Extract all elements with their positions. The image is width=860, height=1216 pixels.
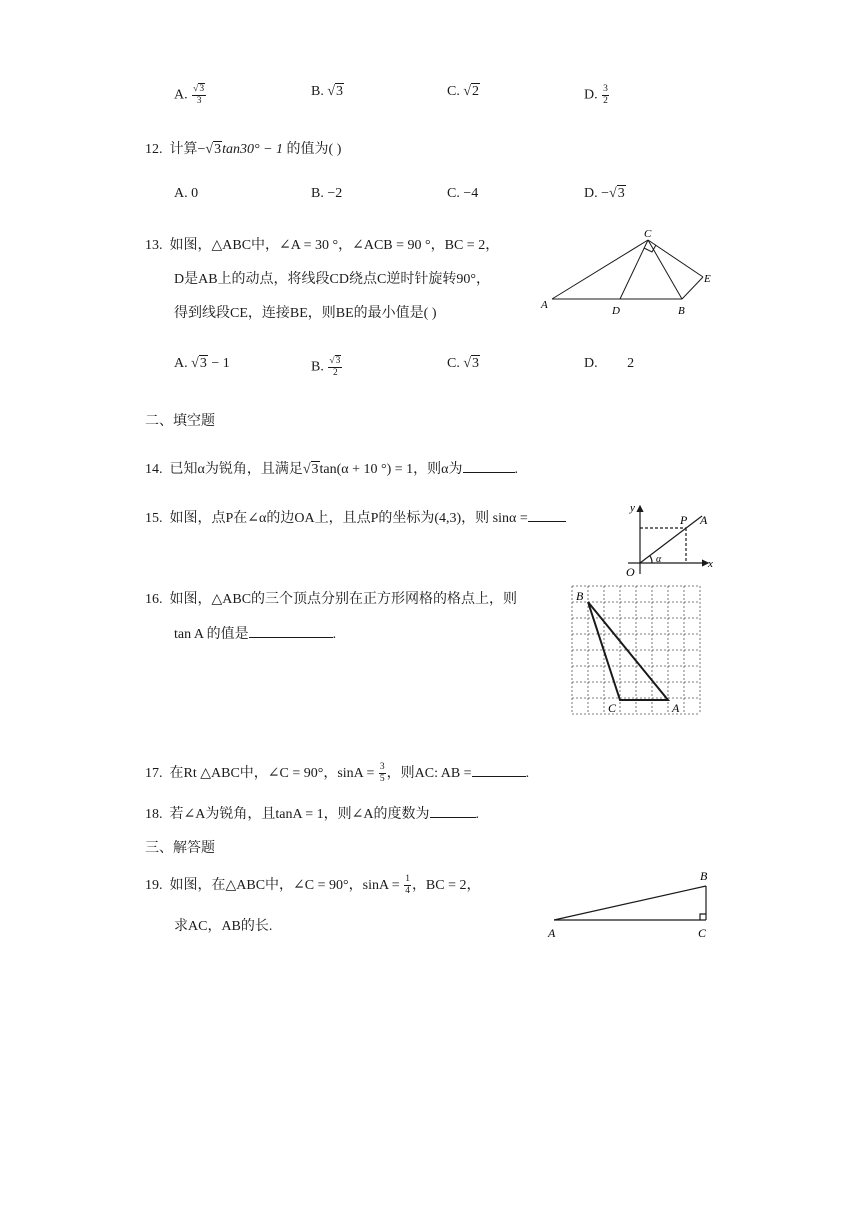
stem-text: 如图，点P在∠α的边OA上，且点P的坐标为(4,3)，则 sinα = bbox=[169, 511, 528, 526]
right-angle-mark bbox=[700, 914, 706, 920]
stem-text: 在Rt △ABC中，∠C = 90°，sinA = bbox=[169, 766, 375, 781]
triangle-abc bbox=[588, 602, 668, 700]
question-number: 18. bbox=[145, 807, 163, 822]
radicand: 3 bbox=[617, 186, 625, 201]
label-a: A bbox=[541, 299, 548, 311]
q13-option-b bbox=[311, 356, 343, 379]
minus-sign: − bbox=[197, 142, 206, 157]
denominator: 2 bbox=[332, 368, 338, 378]
denominator: 2 bbox=[603, 96, 608, 106]
stem-text: 如图，△ABC的三个顶点分别在正方形网格的格点上，则 bbox=[169, 592, 518, 607]
stem-text: 的值为( ) bbox=[286, 142, 342, 157]
option-value: 2 bbox=[627, 356, 635, 371]
q12-option-c bbox=[447, 186, 478, 202]
segment-ab bbox=[554, 886, 706, 920]
option-value: 0 bbox=[191, 186, 199, 201]
radicand: 3 bbox=[199, 356, 207, 371]
option-value: −4 bbox=[463, 186, 479, 201]
denominator: 5 bbox=[379, 774, 385, 785]
numerator: 3 bbox=[335, 356, 341, 366]
label-y: y bbox=[630, 502, 635, 514]
stem-text: 如图，在△ABC中，∠C = 90°，sinA = bbox=[169, 878, 400, 893]
q15-figure bbox=[618, 494, 718, 580]
segment-be bbox=[682, 277, 703, 299]
q16-grid-figure bbox=[570, 584, 704, 720]
question-number: 17. bbox=[145, 766, 163, 781]
option-label: A. bbox=[174, 87, 188, 103]
stem-text: 计算 bbox=[169, 142, 198, 157]
question-number: 14. bbox=[145, 462, 163, 477]
option-label: B. bbox=[311, 84, 324, 99]
option-value: − 1 bbox=[207, 356, 230, 371]
label-b: B bbox=[576, 589, 584, 603]
label-a: A bbox=[672, 701, 680, 715]
section-title-solve: 三、解答题 bbox=[145, 840, 215, 856]
q11-a-fraction: $\frac{√3}{3}$ bbox=[193, 84, 205, 106]
option-label: D. bbox=[584, 186, 598, 201]
q11-d-fraction bbox=[602, 84, 609, 107]
radicand: 3 bbox=[214, 142, 222, 157]
option-value: 2 bbox=[472, 84, 480, 99]
section-title-fill-in: 二、填空题 bbox=[145, 413, 215, 429]
stem-text: 若∠A为锐角，且tanA = 1，则∠A的度数为 bbox=[169, 807, 430, 822]
option-label: D. bbox=[584, 356, 598, 371]
question-number: 13. bbox=[145, 238, 163, 253]
label-c: C bbox=[608, 701, 617, 715]
option-value: −2 bbox=[327, 186, 343, 201]
stem-text: ，BC = 2， bbox=[411, 878, 481, 893]
answer-blank[interactable] bbox=[430, 805, 476, 818]
q13-option-a: A. √3 − 1 bbox=[174, 356, 230, 371]
label-e: E bbox=[704, 273, 711, 285]
q11-option-b: B. √3 bbox=[311, 84, 344, 99]
q11-option-d bbox=[584, 84, 610, 107]
q15-stem bbox=[145, 507, 566, 527]
period: . bbox=[514, 462, 519, 477]
label-a: A bbox=[700, 513, 708, 527]
q13-b-fraction: $\frac{√3}{2}$ bbox=[329, 356, 341, 378]
question-number: 12. bbox=[145, 142, 163, 157]
label-o: O bbox=[626, 565, 635, 579]
q18-stem bbox=[145, 803, 479, 823]
q17-stem bbox=[145, 762, 529, 785]
question-number: 16. bbox=[145, 592, 163, 607]
q11-option-a bbox=[174, 84, 207, 107]
option-value: 3 bbox=[336, 84, 344, 99]
ray-oa bbox=[640, 516, 702, 563]
option-label: C. bbox=[447, 84, 460, 99]
stem-text: 已知α为锐角，且满足 bbox=[169, 462, 303, 477]
label-x: x bbox=[708, 558, 713, 570]
label-p: P bbox=[680, 513, 688, 527]
period: . bbox=[475, 807, 480, 822]
radicand: 3 bbox=[472, 356, 480, 371]
q12-stem: 12. 计算−√3tan30° − 1 的值为( ) bbox=[145, 142, 342, 157]
radicand: 3 bbox=[311, 462, 319, 477]
q13-figure bbox=[536, 226, 722, 320]
q19-stem-line2: 求AC，AB的长. bbox=[174, 919, 273, 934]
q12-option-d: D. −√3 bbox=[584, 186, 625, 201]
q13-option-d bbox=[584, 356, 634, 372]
q12-option-b bbox=[311, 186, 342, 202]
period: . bbox=[332, 627, 337, 642]
q13-stem-line3: 得到线段CE，连接BE，则BE的最小值是( ) bbox=[174, 306, 437, 321]
answer-blank[interactable] bbox=[528, 509, 566, 522]
label-b: B bbox=[700, 869, 708, 883]
q12-option-a bbox=[174, 186, 198, 202]
minus-sign: − bbox=[601, 186, 610, 201]
option-label: B. bbox=[311, 359, 324, 375]
expression: tan30° − 1 bbox=[222, 142, 284, 157]
q16-stem-line2 bbox=[174, 623, 336, 643]
stem-text: tan(α + 10 °) = 1，则α为 bbox=[319, 462, 463, 477]
option-label: A. bbox=[174, 356, 188, 371]
label-c: C bbox=[698, 926, 707, 940]
q14-stem: 14. 已知α为锐角，且满足√3tan(α + 10 °) = 1，则α为 . bbox=[145, 462, 519, 477]
question-number: 15. bbox=[145, 511, 163, 526]
label-alpha: α bbox=[656, 554, 662, 565]
option-label: B. bbox=[311, 186, 324, 201]
label-d: D bbox=[612, 305, 620, 317]
angle-arc bbox=[650, 556, 652, 563]
q13-option-c: C. √3 bbox=[447, 356, 480, 371]
q19-stem-line1 bbox=[145, 874, 481, 897]
label-b: B bbox=[678, 305, 685, 317]
numerator: 3 bbox=[379, 762, 385, 773]
question-number: 19. bbox=[145, 878, 163, 893]
period: . bbox=[525, 766, 530, 781]
q16-stem-line1 bbox=[145, 588, 517, 608]
stem-text: 如图，△ABC中，∠A = 30 °，∠ACB = 90 °，BC = 2， bbox=[169, 238, 500, 253]
option-label: D. bbox=[584, 87, 598, 103]
numerator: 3 bbox=[199, 84, 205, 94]
stem-text: ，则AC: AB = bbox=[386, 766, 472, 781]
denominator: 4 bbox=[405, 886, 410, 897]
q13-stem-line1 bbox=[145, 234, 499, 254]
label-c: C bbox=[644, 228, 652, 240]
q19-fraction bbox=[404, 874, 411, 897]
option-label: C. bbox=[447, 356, 460, 371]
q11-option-c: C. √2 bbox=[447, 84, 480, 99]
q17-fraction bbox=[379, 762, 386, 785]
denominator: 3 bbox=[196, 96, 202, 106]
label-a: A bbox=[548, 926, 556, 940]
stem-text: tan A 的值是 bbox=[174, 627, 249, 642]
numerator: 1 bbox=[405, 874, 410, 885]
segment-bc bbox=[648, 240, 682, 299]
q13-stem-line2: D是AB上的动点，将线段CD绕点C逆时针旋转90°， bbox=[174, 272, 490, 287]
answer-blank[interactable] bbox=[249, 625, 333, 638]
answer-blank[interactable] bbox=[472, 764, 526, 777]
numerator: 3 bbox=[603, 84, 608, 94]
option-label: A. bbox=[174, 186, 188, 201]
option-label: C. bbox=[447, 186, 460, 201]
answer-blank[interactable] bbox=[463, 460, 515, 473]
q19-figure bbox=[544, 866, 716, 944]
